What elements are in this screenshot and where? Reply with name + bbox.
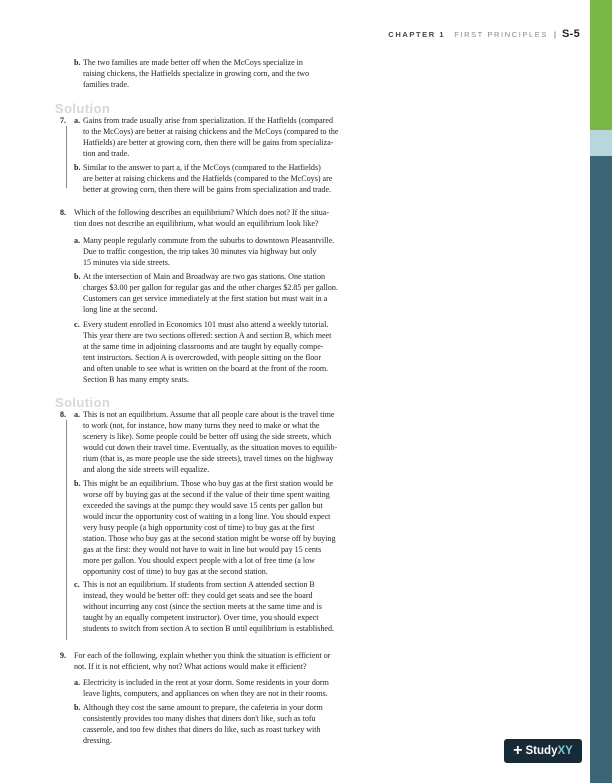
- question-8a-text: Many people regularly commute from the suburbs to downtown Pleasantville. Due to traffic congestion, the trip takes 30 minutes via highway but only 15 minutes via side streets.: [83, 236, 335, 267]
- q6b-text: The two families are made better off when the McCoys specialize in raising chickens, the Hatfields specialize in growing corn, and the two families trade.: [83, 58, 310, 89]
- question-9a-label: a.: [74, 678, 81, 687]
- solution-7-number: 7.: [60, 116, 67, 125]
- question-8c-text: Every student enrolled in Economics 101 must also attend a weekly tutorial. This year there are two sections offered: section A and section B, which meet at the same time in adjoining classrooms and are taught by equally compe- tent instructors. Section A is overcrowded, with people sitting on the floor and often unable to see what is written on the board at the front of the room. Section B has many empty seats.: [83, 320, 332, 384]
- plus-icon: +: [513, 742, 523, 759]
- question-8b-label: b.: [74, 272, 81, 281]
- question-9-intro: For each of the following, explain whether you think the situation is efficient or not. If it is not efficient, why not? What actions would make it efficient?: [74, 651, 331, 671]
- solution-8a-label: a.: [74, 410, 81, 419]
- solution-8c-text: This is not an equilibrium. If students from section A attended section B instead, they would be better off: they could get seats and see the board without incurring any cost (since the section meets at the same time and is taught by an equally competent instructor). Over time, you should expect students to switch from section A to section B until equilibrium is established.: [83, 580, 334, 633]
- question-8-intro: Which of the following describes an equilibrium? Which does not? If the situa- tion does not describe an equilibrium, what would an equilibrium look like?: [74, 208, 330, 228]
- solution-8-rule: [66, 420, 67, 640]
- chapter-label: CHAPTER 1: [388, 30, 446, 39]
- section-title: FIRST PRINCIPLES: [454, 30, 549, 39]
- question-9a-text: Electricity is included in the rent at your dorm. Some residents in your dorm leave lights, computers, and appliances on when they are not in their rooms.: [83, 678, 329, 698]
- solution-7b-label: b.: [74, 163, 81, 172]
- question-9b-label: b.: [74, 703, 81, 712]
- solution-8c-label: c.: [74, 580, 80, 589]
- sidebar-green-band: [590, 0, 612, 130]
- question-9-number: 9.: [60, 651, 67, 660]
- sidebar-light-band: [590, 130, 612, 156]
- sidebar-teal-band: [590, 156, 612, 783]
- solution-7b-text: Similar to the answer to part a, if the McCoys (compared to the Hatfields) are better at raising chickens and the Hatfields (compared to the McCoys) are better at growing corn, then there will be gains from specialization and trade.: [83, 163, 333, 194]
- solution-7a-text: Gains from trade usually arise from specialization. If the Hatfields (compared to the McCoys) are better at raising chickens and the McCoys (compared to the Hatfields) are better at growing corn, then there will be gains from specializa- tion and trade.: [83, 116, 339, 158]
- solution-watermark: Solution: [55, 395, 111, 410]
- solution-7a-label: a.: [74, 116, 81, 125]
- question-9b-text: Although they cost the same amount to prepare, the cafeteria in your dorm consistently provides too many dishes that diners don't like, such as tofu casserole, and too few dishes that diners do like, such as roast turkey with dressing.: [83, 703, 323, 745]
- solution-8b-label: b.: [74, 479, 81, 488]
- page-number: S-5: [561, 28, 580, 40]
- question-8c-label: c.: [74, 320, 80, 329]
- solution-8a-text: This is not an equilibrium. Assume that all people care about is the travel time to work (not, for instance, how many turns they need to make or what the scenery is like). Some people could be better off using the side streets, which would cut down their travel time. Eventually, as the situation moves to equilib- rium (that is, as more people use the side streets), travel times on the highway and along the side streets will equalize.: [83, 410, 338, 474]
- logo-text-prefix: Study: [525, 745, 558, 757]
- q6b-label: b.: [74, 58, 81, 67]
- question-8b-text: At the intersection of Main and Broadway are two gas stations. One station charges $3.00 per gallon for regular gas and the other charges $2.85 per gallon. Customers can get service immediately at the first station but must wait in a long line at the second.: [83, 272, 338, 314]
- studyxy-logo: [504, 739, 582, 763]
- solution-7-rule: [66, 126, 67, 188]
- solution-8b-text: This might be an equilibrium. Those who buy gas at the first station would be worse off by buying gas at the second if the value of their time spent waiting exceeded the savings at the pump: they would save 15 cents per gallon but would incur the opportunity cost of waiting in a long line. You should expect very busy people (a high opportunity cost of time) to buy gas at the first station. Those who buy gas at the second station might be worse off by buying gas at the first: they would not have to wait in line but would pay 15 cents more per gallon. You should expect people with a lot of free time (a low opportunity cost of time) to buy gas at the second station.: [83, 479, 336, 576]
- page-edge-sidebar: [590, 0, 612, 783]
- header-divider: |: [554, 30, 556, 39]
- solution-watermark: Solution: [55, 101, 111, 116]
- solution-8-number: 8.: [60, 410, 67, 419]
- question-8-number: 8.: [60, 208, 67, 217]
- logo-text-suffix: XY: [557, 745, 573, 757]
- question-8a-label: a.: [74, 236, 81, 245]
